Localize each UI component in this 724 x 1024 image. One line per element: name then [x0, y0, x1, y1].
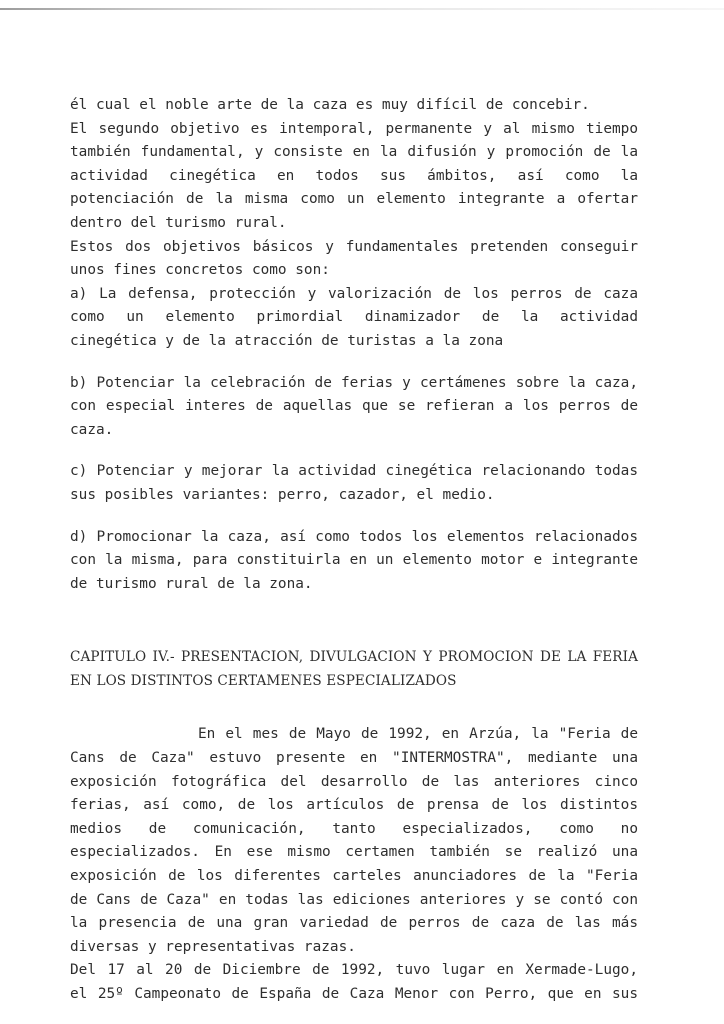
- text-line: unos fines concretos como son:: [70, 262, 330, 279]
- text-line: a) La defensa, protección y valorización de los perros de caza: [70, 285, 638, 302]
- heading-line: EN LOS DISTINTOS CERTAMENES ESPECIALIZADOS: [70, 672, 457, 689]
- text-line: la presencia de una gran variedad de perros de caza de las más: [70, 915, 638, 932]
- text-line: ferias, así como, de los artículos de prensa de los distintos: [70, 797, 638, 814]
- text-line: diversas y representativas razas.: [70, 938, 356, 955]
- text-line: Estos dos objetivos básicos y fundamentales pretenden conseguir: [70, 238, 638, 255]
- text-line: medios de comunicación, tanto especializados, como no: [70, 820, 638, 837]
- document-body: [70, 94, 638, 1007]
- text-line: Del 17 al 20 de Diciembre de 1992, tuvo lugar en Xermade-Lugo,: [70, 962, 638, 979]
- text-line: como un elemento primordial dinamizador de la actividad: [70, 309, 638, 326]
- text-line: con la misma, para constituirla en un elemento motor e integrante: [70, 552, 638, 569]
- chapter-body: [70, 723, 638, 1006]
- text-line: dentro del turismo rural.: [70, 214, 287, 231]
- text-line: c) Potenciar y mejorar la actividad cinegética relacionando todas: [70, 463, 638, 480]
- text-line: b) Potenciar la celebración de ferias y certámenes sobre la caza,: [70, 374, 638, 391]
- scan-top-edge: [0, 8, 724, 10]
- text-line: él cual el noble arte de la caza es muy difícil de concebir.: [70, 97, 590, 113]
- text-line: d) Promocionar la caza, así como todos los elementos relacionados: [70, 528, 638, 545]
- paragraph-objectives: [70, 94, 638, 354]
- text-line: El segundo objetivo es intemporal, permanente y al mismo tiempo: [70, 120, 638, 137]
- text-line: Cans de Caza" estuvo presente en "INTERMOSTRA", mediante una: [70, 750, 638, 767]
- text-line: potenciación de la misma como un elemento integrante a ofertar: [70, 191, 638, 208]
- text-line: sus posibles variantes: perro, cazador, el medio.: [70, 486, 495, 503]
- text-line: exposición de los diferentes carteles anunciadores de la "Feria: [70, 868, 638, 885]
- text-line: exposición fotográfica del desarrollo de las anteriores cinco: [70, 773, 638, 790]
- chapter-heading: [70, 646, 638, 693]
- list-item-c: [70, 460, 638, 507]
- text-line: cinegética y de la atracción de turistas a la zona: [70, 332, 504, 349]
- text-line: actividad cinegética en todos sus ámbitos, así como la: [70, 167, 638, 184]
- list-item-b: [70, 372, 638, 443]
- text-line: de Cans de Caza" en todas las ediciones anteriores y se contó con: [70, 891, 638, 908]
- text-line: con especial interes de aquellas que se refieran a los perros de: [70, 398, 638, 415]
- list-item-d: [70, 526, 638, 597]
- text-line: especializados. En ese mismo certamen también se realizó una: [70, 844, 638, 861]
- text-line: En el mes de Mayo de 1992, en Arzúa, la "Feria de: [198, 726, 638, 743]
- heading-line: CAPITULO IV.- PRESENTACION, DIVULGACION Y PROMOCION DE LA FERIA: [70, 649, 638, 666]
- text-line: el 25º Campeonato de España de Caza Menor con Perro, que en sus: [70, 986, 638, 1002]
- text-line: también fundamental, y consiste en la difusión y promoción de la: [70, 144, 638, 161]
- text-line: de turismo rural de la zona.: [70, 575, 313, 592]
- text-line: caza.: [70, 421, 114, 438]
